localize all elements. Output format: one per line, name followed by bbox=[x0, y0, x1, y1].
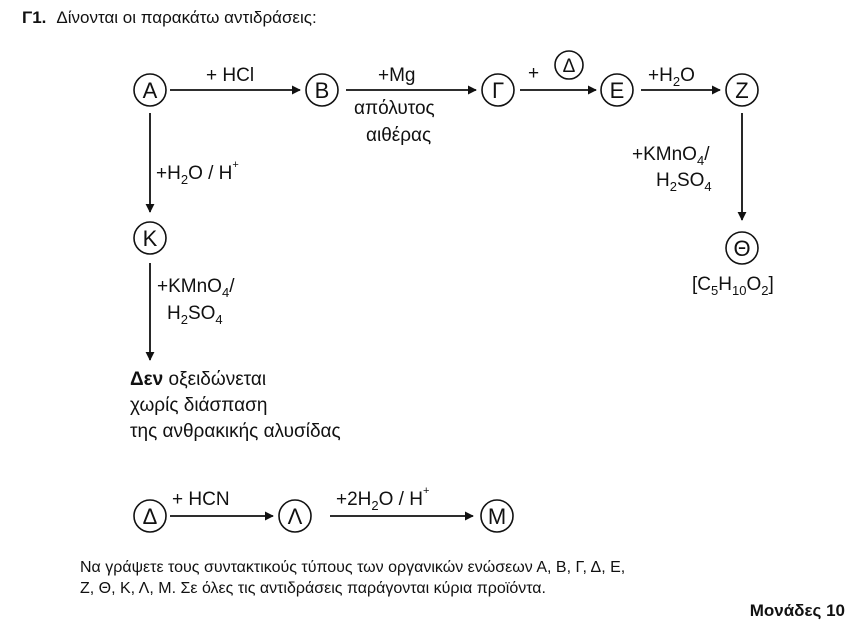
reagent-hydrolysis: $+2H_2O / H^+$ bbox=[336, 485, 430, 513]
svg-text:Ζ: Ζ bbox=[735, 78, 749, 103]
reagent-hcn: + HCN bbox=[172, 489, 230, 510]
reagent-plus: + bbox=[528, 63, 540, 84]
formula-th: $[C_5H_{10}O_2]$ bbox=[692, 274, 774, 298]
svg-text:K: K bbox=[142, 226, 158, 251]
reagent-hydration: $+H_2O / H^+$ bbox=[156, 159, 239, 187]
task-text bbox=[80, 557, 625, 599]
task-line-1: Να γράψετε τους συντακτικούς τύπους των οργανικών ενώσεων Α, Β, Γ, Δ, Ε, bbox=[80, 559, 626, 576]
svg-text:Δ: Δ bbox=[562, 56, 576, 77]
task-line-2: Ζ, Θ, Κ, Λ, Μ. Σε όλες τις αντιδράσεις παράγονται κύρια προϊόντα. bbox=[80, 580, 546, 597]
svg-text:Ε: Ε bbox=[609, 78, 625, 103]
compound-k bbox=[134, 222, 166, 254]
compound-d-bottom bbox=[134, 500, 166, 532]
reagent-h2so4-z: $H_2SO_4$ bbox=[656, 170, 712, 194]
note-bold: Δεν bbox=[130, 369, 164, 390]
marks-label: Μονάδες 10 bbox=[749, 601, 845, 620]
note-line-3: της ανθρακικής αλυσίδας bbox=[130, 421, 341, 442]
compound-e bbox=[601, 74, 633, 106]
svg-text:M: M bbox=[487, 504, 507, 529]
solvent-line-1: απόλυτος bbox=[354, 98, 435, 119]
compound-g bbox=[482, 74, 514, 106]
compound-z bbox=[726, 74, 758, 106]
svg-text:Θ: Θ bbox=[733, 236, 751, 261]
compound-m bbox=[481, 500, 513, 532]
note-line-1: Δεν οξειδώνεται bbox=[130, 369, 267, 390]
svg-text:B: B bbox=[314, 78, 330, 103]
compound-b bbox=[306, 74, 338, 106]
solvent-line-2: αιθέρας bbox=[366, 125, 432, 146]
svg-text:Λ: Λ bbox=[287, 504, 303, 529]
reagent-water: $+H_2O$ bbox=[648, 65, 695, 89]
compound-d-top bbox=[555, 51, 583, 79]
reagent-mg: +Mg bbox=[378, 65, 416, 86]
svg-text:Δ: Δ bbox=[142, 504, 158, 529]
note-line-2: χωρίς διάσπαση bbox=[130, 395, 268, 416]
reagent-kmno4-z: +KMnO$_4$/ bbox=[632, 144, 710, 168]
reagent-hcl: + HCl bbox=[206, 65, 255, 86]
svg-text:A: A bbox=[142, 78, 158, 103]
question-number: Γ1. bbox=[22, 8, 47, 27]
compound-a bbox=[134, 74, 166, 106]
oxidation-note bbox=[130, 367, 341, 445]
compound-th bbox=[726, 232, 758, 264]
compound-l bbox=[279, 500, 311, 532]
svg-text:Γ: Γ bbox=[491, 78, 505, 103]
question-text: Δίνονται οι παρακάτω αντιδράσεις: bbox=[56, 8, 317, 27]
reagent-h2so4-k: $H_2SO_4$ bbox=[167, 303, 223, 327]
reagent-kmno4-k: +KMnO$_4$/ bbox=[157, 276, 235, 300]
